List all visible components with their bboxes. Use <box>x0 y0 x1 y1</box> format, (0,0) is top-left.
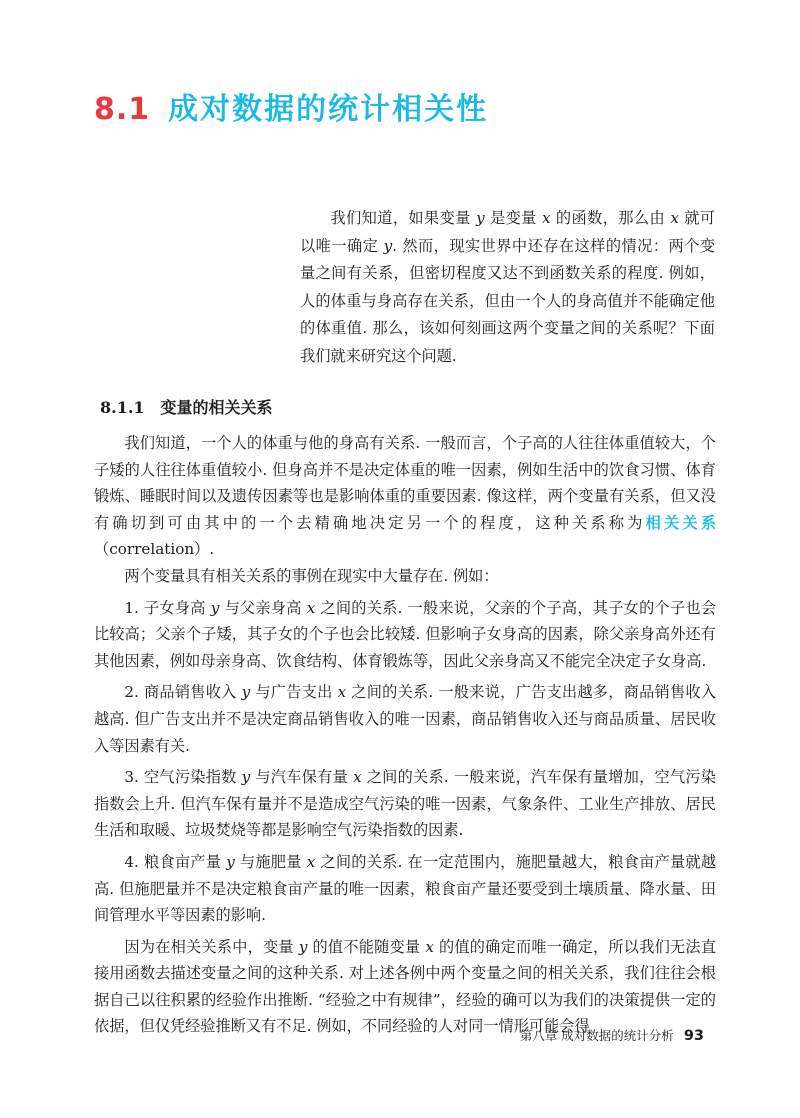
example-text: 与广告支出 <box>250 683 338 702</box>
example-text: 之间的关系. 一般来说，广告支出越多，商品销售收入越高. 但广告支出并不是决定商品销售收入的唯一因素，商品销售收入还与商品质量、居民收入等因素有关. <box>94 683 717 755</box>
definition-paragraph <box>94 430 716 563</box>
variable-y: y <box>241 768 251 787</box>
examples-intro: 两个变量具有相关关系的事例在现实中大量存在. 例如： <box>124 566 499 585</box>
variable-x: x <box>670 209 679 227</box>
example-item <box>94 595 716 675</box>
intro-text: 是变量 <box>484 209 543 227</box>
variable-y: y <box>226 852 235 871</box>
example-text: 4. 粮食亩产量 <box>124 852 227 871</box>
section-title: 成对数据的统计相关性 <box>168 92 489 127</box>
variable-y: y <box>241 683 251 702</box>
example-text: 与施肥量 <box>234 852 307 871</box>
example-text: 1. 子女身高 <box>124 598 211 617</box>
subsection-heading <box>100 396 273 420</box>
variable-x: x <box>337 683 347 702</box>
intro-text: 我们知道，如果变量 <box>330 209 477 227</box>
section-number: 8.1 <box>94 92 151 127</box>
intro-text: 的函数，那么由 <box>550 209 671 227</box>
variable-x: x <box>306 852 316 871</box>
paragraph-text: 的值的确定而唯一确定，所以我们无法直接用函数去描述变量之间的这种关系. 对上述各例中两个变量之间的相关关系，我们往往会根据自己以往积累的经验作出推断. “经验之中有规律”，经验的确可以为我们的决策提供一定的依据，但仅凭经验推断又有不足. 例如，不同经验的人对同一情形可能会得 <box>94 937 717 1036</box>
section-heading <box>94 86 488 134</box>
variable-y: y <box>383 236 393 255</box>
paragraph-text: 的值不能随变量 <box>307 937 426 956</box>
term-english: （correlation）. <box>94 540 215 559</box>
chapter-title: 第八章 成对数据的统计分析 <box>519 1028 674 1043</box>
example-item <box>94 849 716 929</box>
variable-x: x <box>353 768 362 787</box>
example-item <box>94 764 716 844</box>
body-text <box>94 430 716 1040</box>
variable-y: y <box>210 598 220 617</box>
page-footer <box>520 1026 704 1046</box>
intro-text: 就可以唯一确定 <box>300 209 716 255</box>
example-text: 之间的关系. 一般来说，汽车保有量增加，空气污染指数会上升. 但汽车保有量并不是造成空气污染的唯一因素，气象条件、工业生产排放、居民生活和取暖、垃圾焚烧等都是影响空气污染指数的因素. <box>94 768 717 840</box>
variable-x: x <box>306 598 316 617</box>
subsection-number: 8.1.1 <box>100 398 145 417</box>
example-item <box>94 679 716 759</box>
example-text: 之间的关系. 在一定范围内，施肥量越大，粮食亩产量就越高. 但施肥量并不是决定粮食亩产量的唯一因素，粮食亩产量还要受到土壤质量、降水量、田间管理水平等因素的影响. <box>94 852 717 925</box>
example-text: 3. 空气污染指数 <box>124 768 242 787</box>
variable-y: y <box>476 209 485 227</box>
subsection-title: 变量的相关关系 <box>160 398 273 417</box>
intro-text: . 然而，现实世界中还存在这样的情况：两个变量之间有关系，但密切程度又达不到函数关系的程度. 例如，人的体重与身高存在关系，但由一个人的身高值并不能确定他的体重值. 那么，该如何刻画这两个变量之间的关系呢？下面我们就来研究这个问题. <box>300 236 716 365</box>
example-text: 之间的关系. 一般来说，父亲的个子高，其子女的个子也会比较高；父亲个子矮，其子女的个子也会比较矮. 但影响子女身高的因素，除父亲身高外还有其他因素，例如母亲身高、饮食结构、体育锻炼等，因此父亲身高又不能完全决定子女身高. <box>94 598 717 670</box>
paragraph-text: 我们知道，一个人的体重与他的身高有关系. 一般而言，个子高的人往往体重值较大，个子矮的人往往体重值较小. 但身高并不是决定体重的唯一因素，例如生活中的饮食习惯、体育锻炼、睡眠时间以及遗传因素等也是影响体重的重要因素. 像这样，两个变量有关系，但又没有确切到可由其中的一个去精确地决定另一个的程度，这种关系称为 <box>94 434 716 532</box>
variable-x: x <box>425 937 434 956</box>
paragraph-text: 因为在相关关系中，变量 <box>124 937 299 956</box>
example-text: 2. 商品销售收入 <box>124 683 242 702</box>
page-number: 93 <box>683 1028 704 1044</box>
intro-paragraph <box>300 205 715 370</box>
example-text: 与汽车保有量 <box>250 768 354 787</box>
key-term-correlation: 相关关系 <box>645 513 717 532</box>
variable-y: y <box>298 937 308 956</box>
variable-x: x <box>542 209 551 227</box>
conclusion-paragraph <box>94 934 716 1040</box>
example-text: 与父亲身高 <box>219 598 307 617</box>
